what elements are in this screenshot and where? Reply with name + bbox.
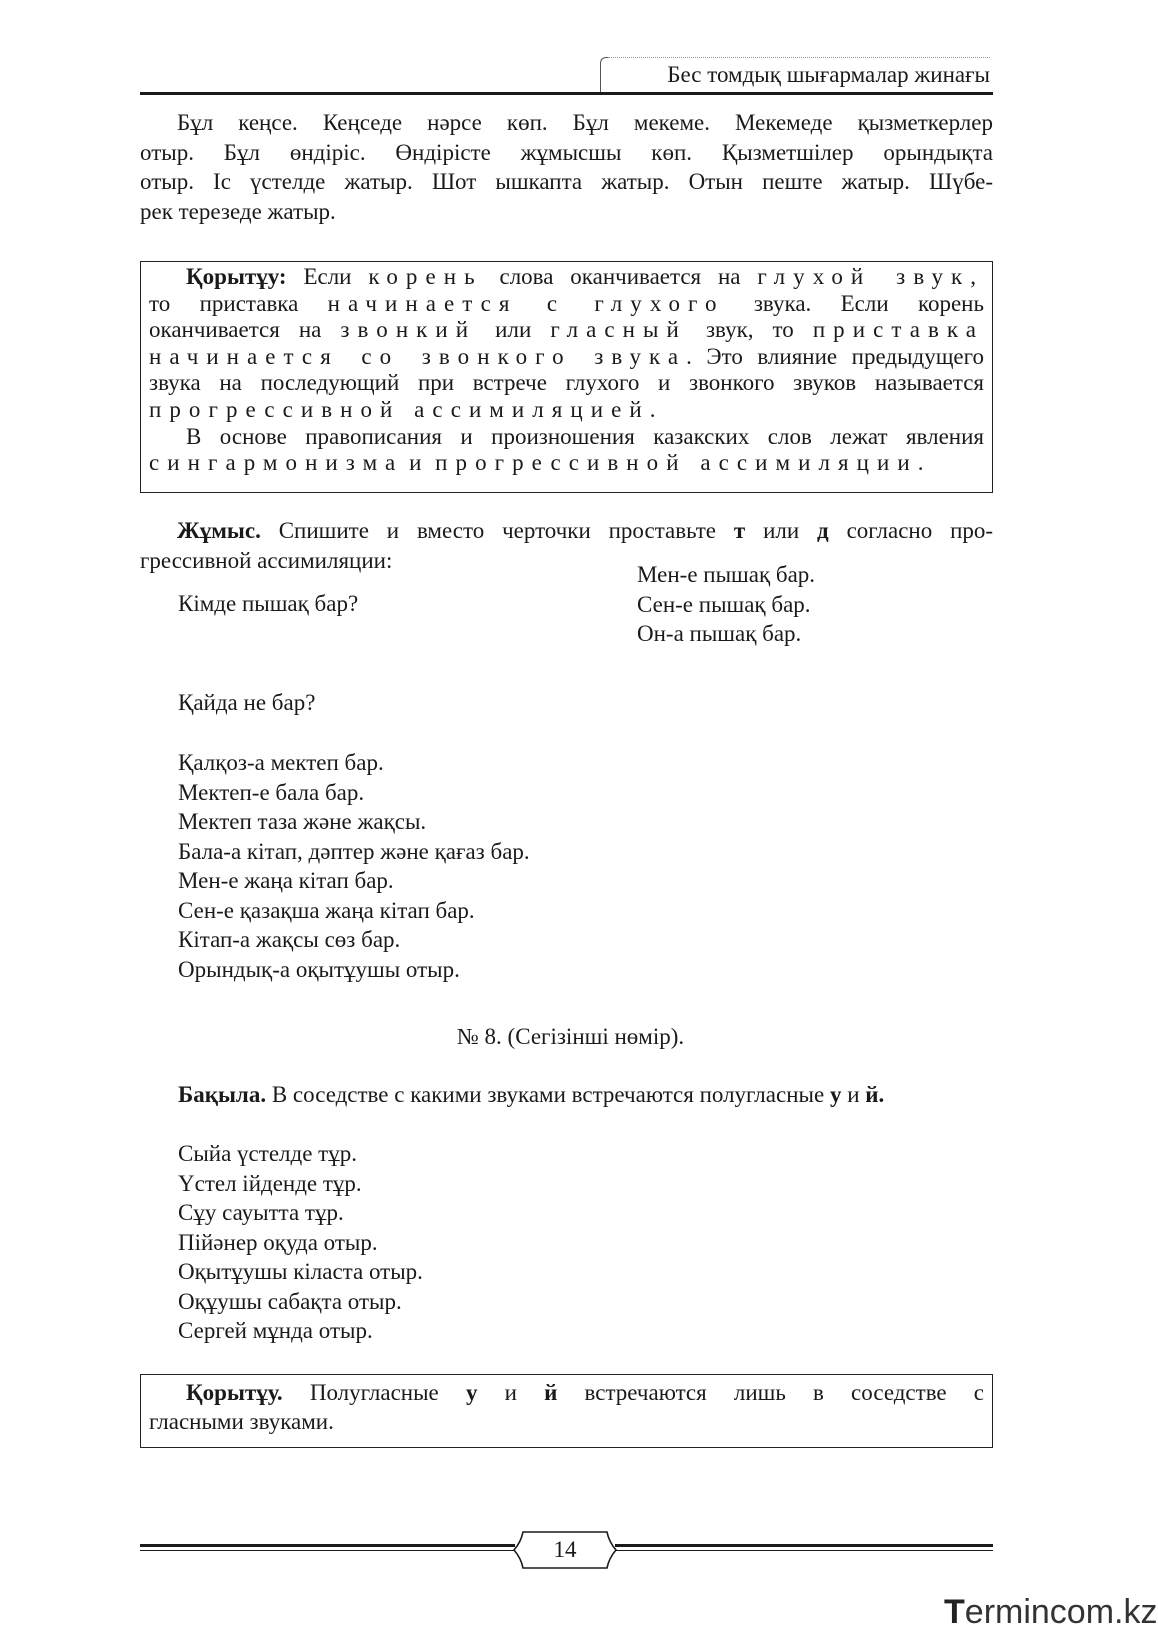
rule-line	[149, 344, 984, 371]
list-item: Мектеп таза және жақсы.	[178, 809, 427, 834]
page-number: 14	[553, 1537, 577, 1562]
rule-box-conclusion-2	[140, 1374, 993, 1448]
list-item: Үстел ійденде тұр.	[178, 1170, 362, 1196]
rule-label: Қорытұу.	[186, 1380, 283, 1405]
task-word: или	[763, 518, 800, 543]
intro-paragraph	[140, 108, 993, 226]
header-bracket	[600, 57, 609, 92]
rule-word: Если	[303, 264, 352, 289]
intro-line: рек терезеде жатыр.	[140, 198, 336, 224]
footer-rule-right	[615, 1544, 993, 1547]
task-word: согласно про-	[846, 518, 994, 543]
rule-line: звука на последующий при встрече глухого и звонкого звуков называется	[149, 370, 984, 396]
task-paragraph	[140, 516, 993, 575]
letter-y: й.	[865, 1082, 885, 1107]
intro-line: отыр. Бұл өндіріс. Өндірісте жұмысшы көп. Қызметшілер орындықта	[140, 139, 993, 165]
spaced-term: начинается со звонкого звука	[149, 343, 687, 369]
list-item: Сергей мұнда отыр.	[178, 1318, 373, 1343]
spaced-term: звонкий	[340, 317, 477, 343]
rule-box-text	[149, 264, 984, 477]
list-item: Мен-е жаңа кітап бар.	[178, 868, 394, 893]
task-word: Спишите и вместо черточки проставьте	[278, 518, 716, 543]
rule-label: Қорытұу:	[186, 264, 287, 289]
spaced-term: с	[546, 290, 566, 316]
rule-word: .	[649, 396, 656, 422]
header-dotted-line	[608, 57, 990, 58]
exercise-answer: Он-а пышақ бар.	[637, 621, 802, 646]
intro-line: Бұл кеңсе. Кеңседе нәрсе көп. Бұл мекеме. Мекемеде қызметкерлер	[177, 110, 993, 135]
spaced-term: приставка	[812, 317, 985, 343]
rule-line: В основе правописания и произношения казакских слов лежат явления	[186, 423, 984, 449]
observe-text: и	[847, 1082, 860, 1107]
spaced-term: прогрессивной ассимиляции	[435, 450, 918, 476]
list-item: Пійәнер оқуда отыр.	[178, 1229, 378, 1255]
letter-y: й	[544, 1380, 558, 1405]
rule-word: встречаются лишь в соседстве с	[584, 1380, 985, 1405]
spaced-term: начинается	[327, 290, 518, 316]
spaced-term: и	[409, 450, 430, 476]
running-header-title: Бес томдық шығармалар жинағы	[667, 62, 990, 87]
exercise-question: Қайда не бар?	[178, 690, 316, 715]
observe-list	[178, 1139, 423, 1346]
list-item: Мектеп-е бала бар.	[178, 779, 365, 805]
task-line: грессивной ассимиляции:	[140, 547, 393, 573]
list-item: Бала-а кітап, дәптер және қағаз бар.	[178, 838, 530, 864]
watermark-letter: T	[944, 1593, 965, 1631]
spaced-term: корень	[368, 264, 483, 289]
letter-t: т	[733, 518, 746, 543]
rule-line	[149, 1378, 984, 1407]
intro-line: отыр. Іс үстелде жатыр. Шот ышкапта жатыр. Отын пеште жатыр. Шүбе-	[140, 169, 993, 194]
letter-u: у	[829, 1082, 842, 1107]
letter-u: у	[465, 1380, 478, 1405]
rule-box-conclusion	[140, 261, 993, 493]
list-item: Қалқоз-а мектеп бар.	[178, 750, 384, 775]
section-title: № 8. (Сегізінші нөмір).	[456, 1024, 685, 1049]
rule-word: звука. Если корень	[753, 290, 984, 316]
task-label: Жұмыс.	[177, 518, 261, 543]
spaced-term: глухой звук,	[757, 264, 985, 289]
rule-line	[149, 397, 984, 424]
observe-text: В соседстве с какими звуками встречаются полугласные	[271, 1082, 825, 1107]
list-item: Сен-е қазақша жаңа кітап бар.	[178, 897, 475, 923]
rule-box-text	[149, 1378, 984, 1436]
exercise-answer: Мен-е пышақ бар.	[637, 562, 816, 587]
rule-line	[149, 264, 984, 291]
site-watermark-logo	[944, 1592, 1158, 1632]
rule-word: слова оканчивается на	[499, 264, 741, 289]
rule-line	[149, 317, 984, 344]
header-rule	[140, 92, 993, 95]
observe-label: Бақыла.	[178, 1082, 267, 1107]
rule-line	[149, 291, 984, 318]
observe-instruction	[178, 1080, 884, 1110]
task-line	[140, 516, 993, 546]
rule-word: звук, то	[705, 317, 794, 343]
rule-word: и	[504, 1380, 517, 1405]
spaced-term: сингармонизма	[149, 450, 404, 476]
rule-line: гласными звуками.	[149, 1409, 334, 1434]
letter-d: д	[817, 518, 829, 543]
list-item: Орындық-а оқытұушы отыр.	[178, 956, 460, 982]
rule-line	[149, 450, 984, 477]
list-item: Оқұушы сабақта отыр.	[178, 1288, 402, 1314]
rule-word: Полугласные	[309, 1380, 439, 1405]
rule-word: . Это влияние предыдущего	[686, 343, 984, 369]
list-item: Сыйа үстелде тұр.	[178, 1141, 357, 1166]
rule-word: то приставка	[149, 290, 299, 316]
spaced-term: гласный	[550, 317, 687, 343]
spaced-term: глухого	[594, 290, 725, 316]
list-item: Кітап-а жақсы сөз бар.	[178, 927, 401, 952]
rule-word: оканчивается на	[149, 317, 322, 343]
list-item: Сұу сауытта тұр.	[178, 1200, 344, 1225]
exercise-question: Кімде пышақ бар?	[178, 591, 359, 616]
list-item: Оқытұушы кіласта отыр.	[178, 1259, 423, 1284]
rule-word: или	[495, 317, 532, 343]
watermark-text: ermincom.kz	[964, 1593, 1158, 1631]
rule-word: .	[917, 450, 924, 476]
exercise-answer: Сен-е пышақ бар.	[637, 591, 811, 617]
spaced-term: прогрессивной ассимиляцией	[149, 396, 650, 422]
footer-rule-left	[140, 1544, 515, 1547]
exercise-list	[178, 748, 530, 984]
footer-thin-rule-right	[615, 1550, 993, 1551]
footer-thin-rule-left	[140, 1550, 515, 1551]
exercise-answers	[637, 560, 815, 649]
